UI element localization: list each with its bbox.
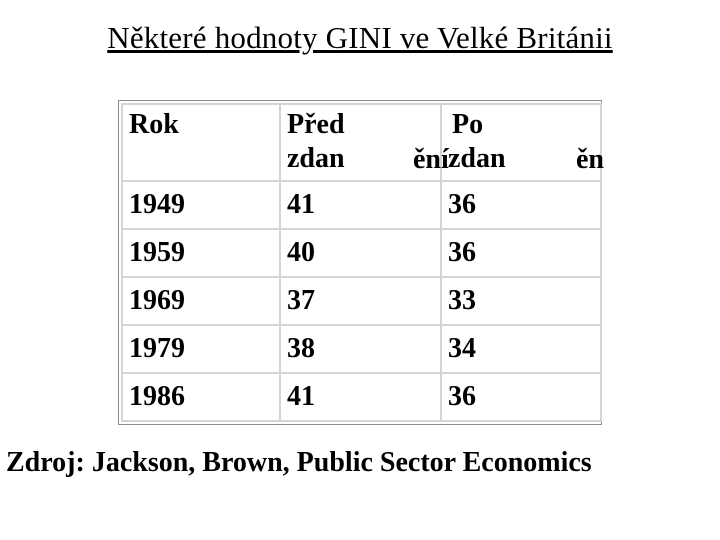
- header-after-line2: zdan: [448, 143, 506, 174]
- table-row: [122, 277, 601, 325]
- header-after-line1: Po: [452, 109, 484, 140]
- cell-before: 41: [280, 181, 441, 229]
- header-year: [122, 104, 280, 181]
- source-citation: Zdroj: Jackson, Brown, Public Sector Economics: [6, 447, 592, 478]
- table-row: [122, 373, 601, 421]
- cell-year: 1969: [122, 277, 280, 325]
- cell-after: 34: [441, 325, 601, 373]
- table-row: [122, 325, 601, 373]
- cell-after: 36: [441, 373, 601, 421]
- cell-year: 1986: [122, 373, 280, 421]
- table-row: [122, 229, 601, 277]
- header-before-line2: zdan: [287, 143, 345, 174]
- header-after-overflow: ěn: [576, 144, 604, 175]
- header-year-label: Rok: [129, 109, 179, 140]
- cell-before: 38: [280, 325, 441, 373]
- table-header-row: [122, 104, 601, 181]
- cell-after: 36: [441, 229, 601, 277]
- header-before-line1: Před: [287, 109, 345, 140]
- cell-after: 36: [441, 181, 601, 229]
- cell-after: 33: [441, 277, 601, 325]
- cell-before: 37: [280, 277, 441, 325]
- cell-before: 41: [280, 373, 441, 421]
- table-row: [122, 181, 601, 229]
- gini-table: [121, 103, 602, 422]
- header-before-overflow: ění: [413, 144, 449, 175]
- cell-year: 1949: [122, 181, 280, 229]
- cell-before: 40: [280, 229, 441, 277]
- cell-year: 1959: [122, 229, 280, 277]
- slide-title: Některé hodnoty GINI ve Velké Británii: [107, 20, 613, 55]
- cell-year: 1979: [122, 325, 280, 373]
